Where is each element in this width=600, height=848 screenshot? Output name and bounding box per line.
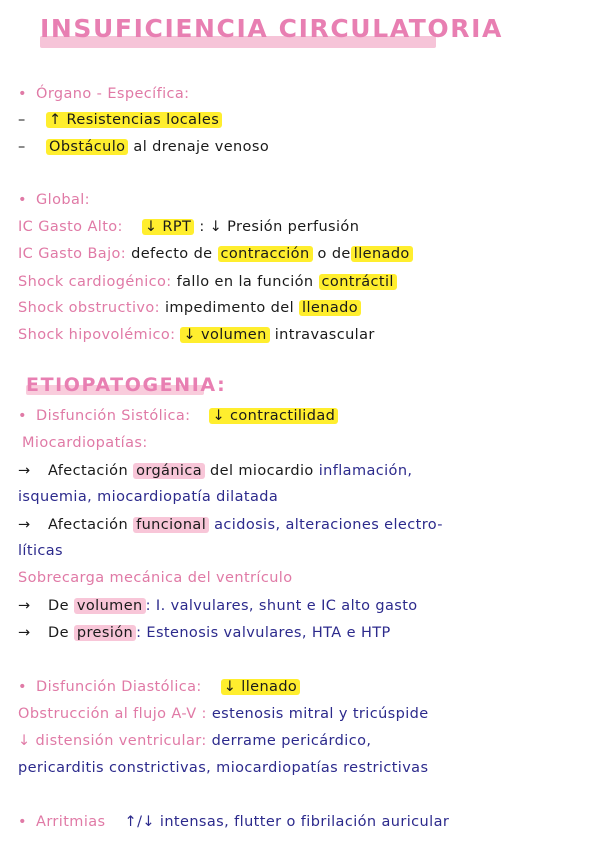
funcional-line (18, 515, 443, 535)
shock-obstr-hl: llenado (299, 300, 361, 316)
dash-icon: – (18, 139, 26, 155)
organo-item-2-rest: al drenaje venoso (133, 139, 270, 155)
shock-hipo-rest: intravascular (274, 327, 375, 343)
bullet-icon: • (18, 679, 27, 695)
distension-d: pericarditis constrictivas, miocardiopatías restrictivas (18, 760, 429, 776)
organica-a: Afectación (48, 463, 129, 479)
organo-item-2 (18, 137, 269, 157)
arritmias-line (18, 812, 449, 832)
shock-cardio-label: Shock cardiogénico: (18, 274, 172, 290)
volumen-c: : I. valvulares, shunt e IC alto gasto (145, 598, 418, 614)
shock-obstr-line (18, 298, 361, 318)
diastolica-hl: ↓ llenado (221, 679, 301, 695)
shock-hipo-line (18, 325, 375, 345)
volumen-a: De (48, 598, 69, 614)
funcional-a: Afectación (48, 517, 129, 533)
dash-icon: – (18, 112, 26, 128)
shock-cardio-line (18, 272, 397, 292)
funcional-d: líticas (18, 543, 63, 559)
ic-alto-line (18, 217, 359, 237)
arrow-right-icon: → (18, 598, 31, 614)
bullet-icon: • (18, 86, 27, 102)
sobrecarga: Sobrecarga mecánica del ventrículo (18, 570, 293, 586)
arrow-right-icon: → (18, 517, 31, 533)
shock-cardio-a: fallo en la función (176, 274, 314, 290)
ic-bajo-label: IC Gasto Bajo: (18, 246, 127, 262)
organica-hl: orgánica (133, 463, 205, 479)
diastolica-line (18, 677, 300, 697)
obstruccion-av: Obstrucción al flujo A-V : (18, 706, 207, 722)
ic-alto-hl: ↓ RPT (142, 219, 194, 235)
organo-heading: Órgano - Específica: (36, 86, 190, 102)
sistolica-line (18, 406, 338, 426)
global-heading-line (18, 190, 90, 210)
ic-bajo-a: defecto de (131, 246, 213, 262)
organica-d: isquemia, miocardiopatía dilatada (18, 489, 279, 505)
shock-obstr-a: impedimento del (164, 300, 295, 316)
obstruccion-av-c: estenosis mitral y tricúspide (211, 706, 429, 722)
arritmias-label: Arritmias (36, 814, 106, 830)
ic-bajo-line (18, 244, 413, 264)
organica-c: inflamación, (318, 463, 413, 479)
presion-hl: presión (74, 625, 136, 641)
etio-heading: ETIOPATOGENIA: (26, 374, 227, 396)
shock-cardio-hl: contráctil (319, 274, 397, 290)
diastolica-label: Disfunción Diastólica: (36, 679, 202, 695)
volumen-hl: volumen (74, 598, 146, 614)
ic-bajo-hl1: contracción (218, 246, 313, 262)
bullet-icon: • (18, 192, 27, 208)
ic-alto-rest: : ↓ Presión perfusión (199, 219, 360, 235)
volumen-line (18, 596, 418, 616)
ic-bajo-hl2: llenado (351, 246, 413, 262)
ic-bajo-b: o de (317, 246, 351, 262)
funcional-c: acidosis, alteraciones electro- (214, 517, 443, 533)
presion-line (18, 623, 391, 643)
distension-c: derrame pericárdico, (211, 733, 372, 749)
organo-item-1 (18, 110, 222, 130)
organo-item-1-text: ↑ Resistencias locales (46, 112, 222, 128)
arrow-right-icon: → (18, 463, 31, 479)
miocardiopatias: Miocardiopatías: (22, 435, 148, 451)
global-heading: Global: (36, 192, 90, 208)
shock-hipo-label: Shock hipovolémico: (18, 327, 176, 343)
organo-item-2-hl: Obstáculo (46, 139, 128, 155)
arritmias-c: ↑/↓ intensas, flutter o fibrilación auricular (124, 814, 450, 830)
organica-b: del miocardio (210, 463, 314, 479)
shock-hipo-hl: ↓ volumen (180, 327, 269, 343)
presion-c: : Estenosis valvulares, HTA e HTP (136, 625, 391, 641)
arrow-right-icon: → (18, 625, 31, 641)
organo-heading-line (18, 84, 189, 104)
organica-line (18, 461, 412, 481)
obstruccion-av-line (18, 704, 429, 724)
distension-line (18, 731, 371, 751)
sistolica-label: Disfunción Sistólica: (36, 408, 191, 424)
ic-alto-label: IC Gasto Alto: (18, 219, 123, 235)
funcional-hl: funcional (133, 517, 209, 533)
bullet-icon: • (18, 814, 27, 830)
bullet-icon: • (18, 408, 27, 424)
shock-obstr-label: Shock obstructivo: (18, 300, 160, 316)
sistolica-hl: ↓ contractilidad (209, 408, 338, 424)
distension: ↓ distensión ventricular: (18, 733, 207, 749)
page-title: INSUFICIENCIA CIRCULATORIA (40, 14, 503, 43)
presion-a: De (48, 625, 69, 641)
